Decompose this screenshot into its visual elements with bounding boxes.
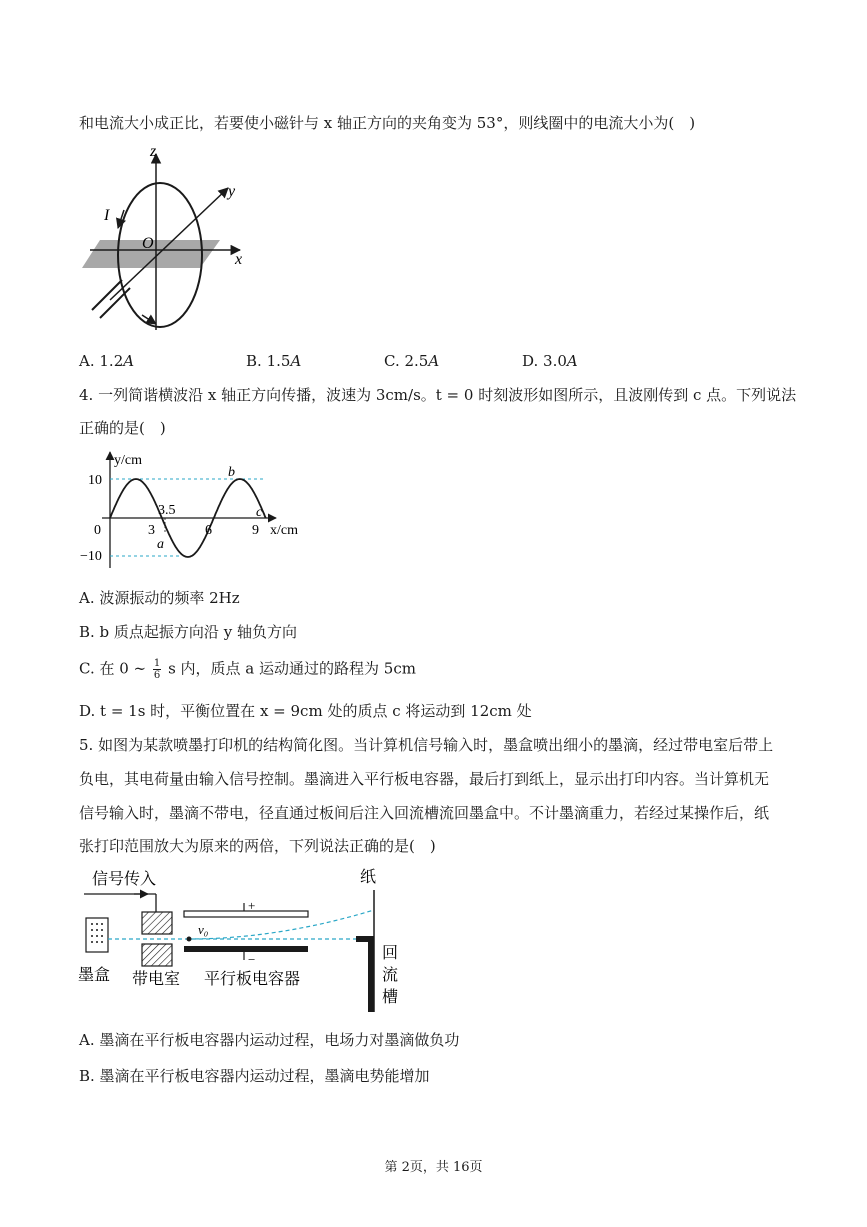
- q3-option-a-unit: A: [123, 352, 135, 370]
- q3-option-c-value: 2.5: [404, 352, 429, 370]
- point-c-label: c: [256, 505, 263, 520]
- x-tick-9: 9: [252, 523, 259, 538]
- fraction-denominator: 6: [153, 670, 161, 681]
- q3-option-b-key: B.: [246, 352, 262, 370]
- q4-wave-graph: [80, 448, 310, 573]
- q3-option-d: [522, 351, 578, 371]
- page-footer: 第 2页，共 16页: [384, 1160, 483, 1175]
- wave-ylabel: y/cm: [114, 453, 142, 468]
- q3-stem-tail: 和电流大小成正比，若要使小磁针与 x 轴正方向的夹角变为 53°，则线圈中的电流大小为( ): [79, 114, 696, 132]
- y-tick-10: 10: [88, 473, 102, 488]
- fraction-one-sixth: [153, 658, 161, 681]
- paper-label: 纸: [360, 869, 377, 886]
- return-label-3: 槽: [382, 989, 399, 1006]
- return-label-1: 回: [382, 945, 399, 962]
- q3-option-b: [246, 351, 301, 371]
- q3-option-a: [79, 351, 134, 371]
- plus-sign: +: [248, 898, 256, 913]
- q5-stem-line2: 负电，其电荷量由输入信号控制。墨滴进入平行板电容器，最后打到纸上，显示出打印内容。当计算机无: [79, 770, 770, 788]
- q5-printer-figure: [78, 862, 418, 1017]
- x-tick-3: 3: [148, 523, 155, 538]
- return-channel: [368, 936, 374, 1012]
- q3-option-d-key: D.: [522, 352, 539, 370]
- q3-option-a-value: 1.2: [99, 352, 124, 370]
- q3-option-d-unit: A: [566, 352, 578, 370]
- origin-label: O: [142, 235, 154, 252]
- charge-room-label: 带电室: [132, 971, 181, 988]
- minus-sign: −: [248, 952, 256, 967]
- q3-option-b-value: 1.5: [266, 352, 291, 370]
- q3-option-c: [384, 351, 439, 371]
- y-tick-neg10: −10: [80, 549, 102, 564]
- y-label: y: [228, 183, 236, 200]
- z-label: z: [150, 143, 157, 160]
- x-tick-6: 6: [205, 523, 212, 538]
- q4-option-a: A. 波源振动的频率 2Hz: [79, 589, 240, 607]
- q3-option-c-key: C.: [384, 352, 400, 370]
- capacitor-top-plate: [184, 911, 308, 917]
- return-label-2: 流: [382, 967, 399, 984]
- ink-box-label: 墨盒: [78, 967, 111, 984]
- origin-tick: 0: [94, 523, 101, 538]
- ink-droplet: [187, 937, 192, 942]
- q4-option-c-pre: C. 在 0 ∼: [79, 659, 147, 678]
- v0-label: v₀: [198, 922, 209, 937]
- q3-option-c-unit: A: [428, 352, 440, 370]
- charging-room-top: [142, 912, 172, 934]
- q4-option-b: B. b 质点起振方向沿 y 轴负方向: [79, 623, 297, 641]
- q5-option-b: B. 墨滴在平行板电容器内运动过程，墨滴电势能增加: [79, 1067, 430, 1085]
- q5-option-a: A. 墨滴在平行板电容器内运动过程，电场力对墨滴做负功: [79, 1031, 460, 1049]
- q3-option-b-unit: A: [290, 352, 302, 370]
- q3-option-d-value: 3.0: [543, 352, 567, 370]
- q5-stem-line4: 张打印范围放大为原来的两倍，下列说法正确的是( ): [79, 837, 436, 855]
- signal-in-label: 信号传入: [92, 871, 157, 888]
- q5-stem-line3: 信号输入时，墨滴不带电，径直通过板间后注入回流槽流回墨盒中。不计墨滴重力，若经过某操作后，纸: [79, 804, 770, 822]
- x-label: x: [235, 251, 243, 268]
- point-b-label: b: [228, 465, 235, 480]
- current-label: I: [104, 207, 110, 224]
- q4-option-d: D. t = 1s 时，平衡位置在 x = 9cm 处的质点 c 将运动到 12cm 处: [79, 702, 532, 720]
- q5-stem-line1: 5. 如图为某款喷墨打印机的结构简化图。当计算机信号输入时，墨盒喷出细小的墨滴，经过带电室后带上: [79, 736, 774, 754]
- charging-room-bottom: [142, 944, 172, 966]
- capacitor-label: 平行板电容器: [204, 971, 301, 988]
- q4-option-c-post: s 内，质点 a 运动通过的路程为 5cm: [168, 659, 416, 678]
- fraction-numerator: 1: [153, 658, 161, 669]
- point-a-label: a: [157, 537, 164, 552]
- q3-option-a-key: A.: [79, 352, 95, 370]
- q3-coil-figure: [80, 140, 255, 330]
- capacitor-bottom-plate: [184, 946, 308, 952]
- q4-option-c: [79, 658, 416, 681]
- q4-stem-line2: 正确的是( ): [79, 419, 166, 437]
- q4-stem-line1: 4. 一列简谐横波沿 x 轴正方向传播，波速为 3cm/s。t = 0 时刻波形如图所示，且波刚传到 c 点。下列说法: [79, 386, 797, 404]
- x-tick-3-5: 3.5: [158, 503, 176, 518]
- wave-xlabel: x/cm: [270, 523, 298, 538]
